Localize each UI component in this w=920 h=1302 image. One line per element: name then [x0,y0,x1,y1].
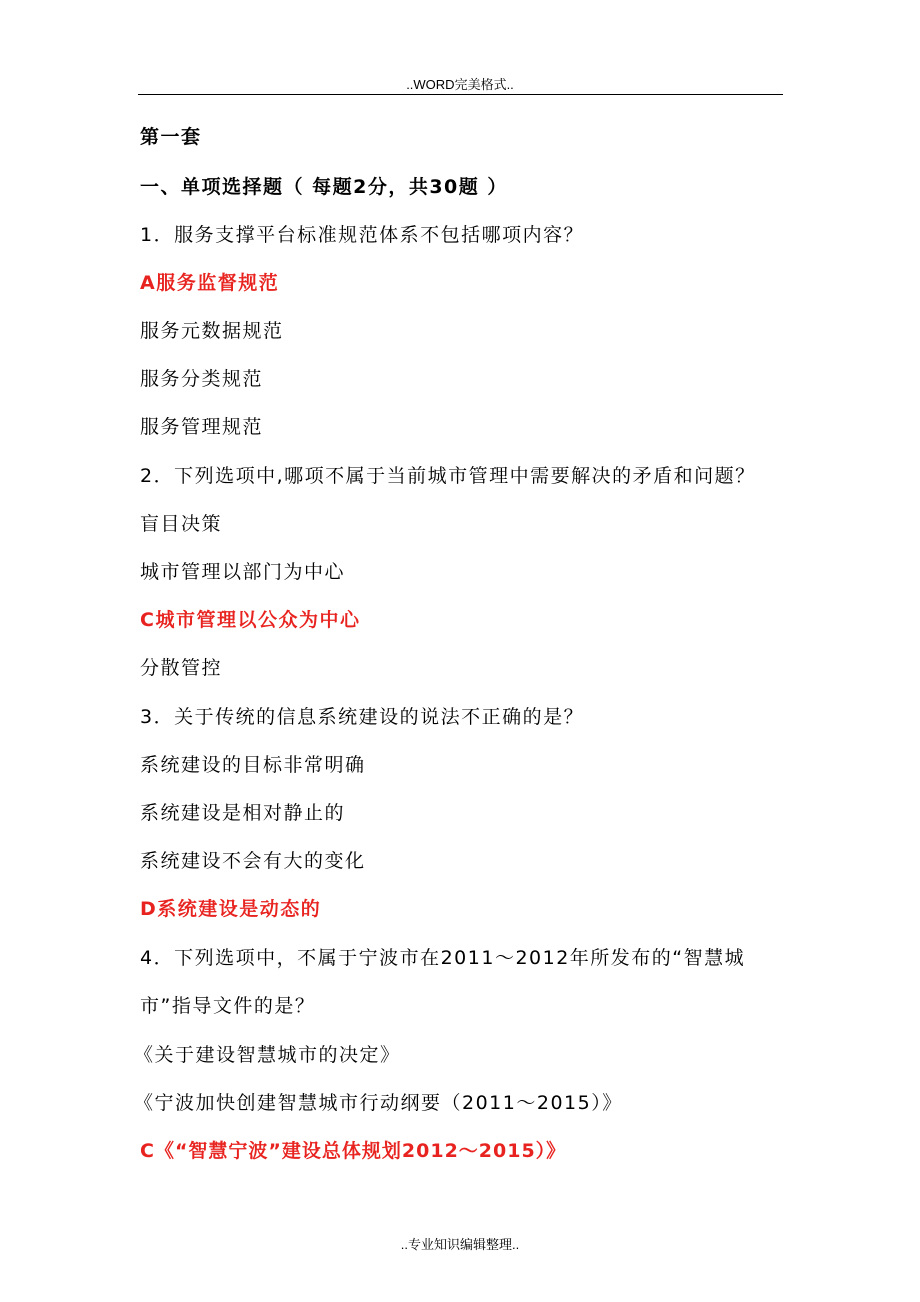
q2-option-b: 城市管理以部门为中心 [140,561,346,583]
q1-option-a-correct: A服务监督规范 [140,272,280,294]
q1-option-d: 服务管理规范 [140,416,264,438]
q1-option-b: 服务元数据规范 [140,320,284,342]
question-4-line-2: 市”指导文件的是？ [140,995,316,1017]
q3-option-d-correct: D系统建设是动态的 [140,898,322,920]
q3-option-a: 系统建设的目标非常明确 [140,754,366,776]
set-title: 第一套 [140,126,202,148]
question-4-line-1: 4．下列选项中，不属于宁波市在2011～2012年所发布的“智慧城 [140,947,746,969]
q2-option-a: 盲目决策 [140,513,223,535]
q3-option-c: 系统建设不会有大的变化 [140,850,366,872]
q2-option-c-correct: C城市管理以公众为中心 [140,609,361,631]
header-rule [138,94,783,95]
q4-option-a: 《关于建设智慧城市的决定》 [134,1044,401,1066]
q2-option-d: 分散管控 [140,657,223,679]
section-heading: 一、单项选择题（ 每题2分，共30题 ） [140,176,508,198]
q4-option-c-correct: C《“智慧宁波”建设总体规划2012～2015）》 [140,1140,567,1162]
q1-option-c: 服务分类规范 [140,368,264,390]
question-2: 2．下列选项中,哪项不属于当前城市管理中需要解决的矛盾和问题？ [140,465,756,487]
page-footer: ..专业知识编辑整理.. [400,1237,520,1252]
q4-option-b: 《宁波加快创建智慧城市行动纲要（2011～2015）》 [134,1092,623,1114]
question-1: 1．服务支撑平台标准规范体系不包括哪项内容？ [140,224,585,246]
q3-option-b: 系统建设是相对静止的 [140,802,346,824]
question-3: 3．关于传统的信息系统建设的说法不正确的是？ [140,706,585,728]
page-header: ..WORD完美格式.. [406,77,514,92]
